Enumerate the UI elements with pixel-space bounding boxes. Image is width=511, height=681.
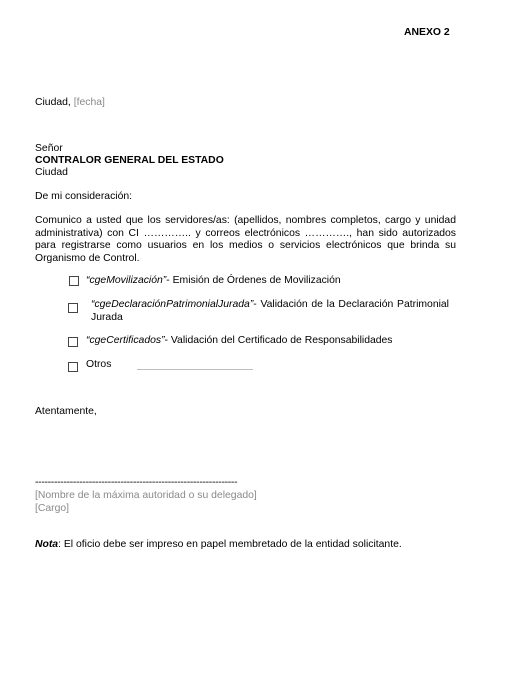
signature-line: ---------------------------------------------------------------- [35,477,238,488]
option-otros-label: Otros [86,359,112,370]
note [35,539,402,552]
note-label: Nota [35,539,59,550]
option-declaracion-name: “cgeDeclaraciónPatrimonialJurada” [91,299,254,310]
option-declaracion-desc: - Validación de la Declaración Patrimonial Jurada [91,299,449,323]
checkbox-movilizacion[interactable] [69,276,79,286]
greeting: De mi consideración: [35,191,133,202]
body-paragraph: Comunico a usted que los servidores/as: (apellidos, nombres completos, cargo y unidad administrativa) con CI ………….. y correos electrónicos …………., han sido autorizados para registrarse como usuarios en los medios o servicios electrónicos que brinda su Organismo de Control. [35,215,456,264]
recipient-salutation: Señor [35,143,63,154]
option-movilizacion-desc: - Emisión de Órdenes de Movilización [166,275,341,286]
checkbox-otros[interactable] [68,362,78,372]
recipient-city: Ciudad [35,167,68,178]
option-movilizacion-name: “cgeMovilización” [86,275,167,286]
option-certificados [86,335,393,348]
signature-name-placeholder: [Nombre de la máxima autoridad o su delegado] [35,490,257,501]
city-text: Ciudad, [35,97,74,108]
option-declaracion [91,299,449,324]
date-line [35,97,105,110]
checkbox-certificados[interactable] [68,337,78,347]
checkbox-declaracion[interactable] [68,303,78,313]
option-certificados-name: “cgeCertificados” [86,335,165,346]
option-movilizacion [86,275,341,288]
signature-position-placeholder: [Cargo] [35,503,70,514]
otros-input-line[interactable] [137,369,253,370]
note-text: : El oficio debe ser impreso en papel membretado de la entidad solicitante. [58,539,402,550]
option-certificados-desc: - Validación del Certificado de Responsabilidades [164,335,393,346]
annex-label: ANEXO 2 [404,27,450,38]
closing: Atentamente, [35,406,97,417]
date-placeholder: [fecha] [73,97,105,108]
recipient-title: CONTRALOR GENERAL DEL ESTADO [35,155,224,166]
